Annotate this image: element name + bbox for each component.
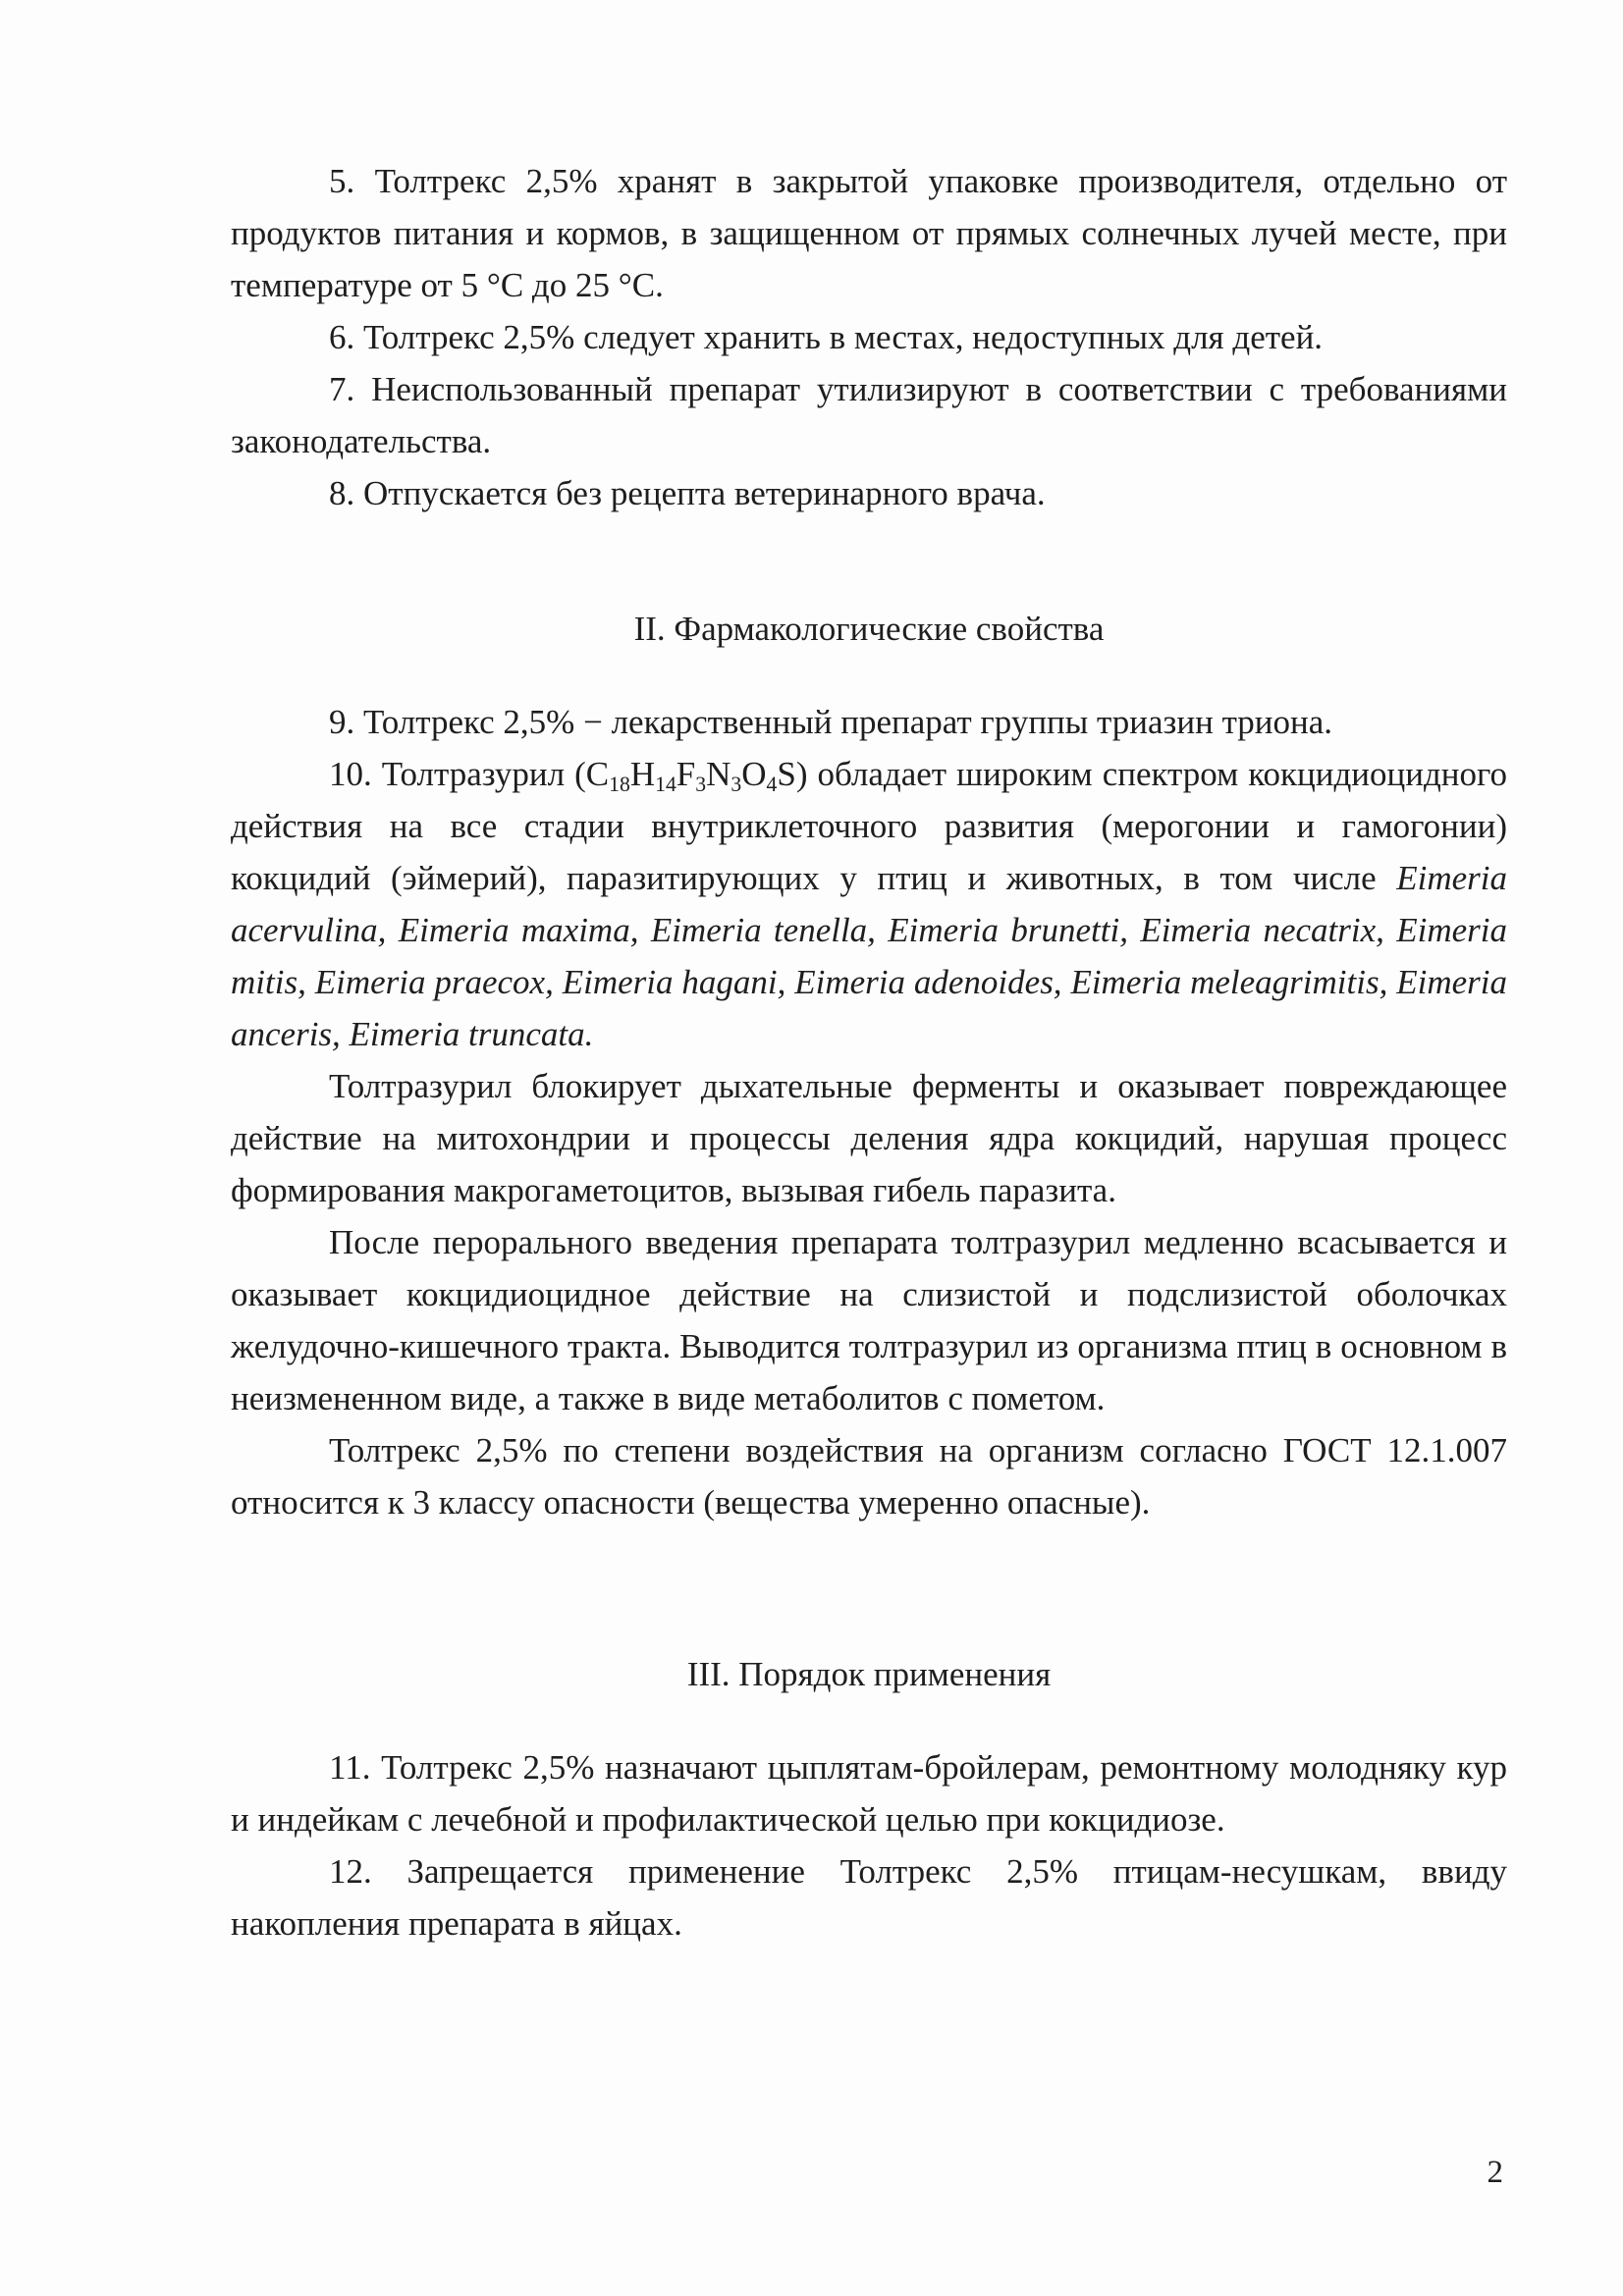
paragraph-toltrazuril-mechanism: Толтразурил блокирует дыхательные ферменты и оказывает повреждающее действие на митохондрии и процессы деления ядра кокцидий, нарушая процесс формирования макрогаметоцитов, вызывая гибель паразита. [231, 1067, 1507, 1209]
paragraph-9: 9. Толтрекс 2,5% − лекарственный препарат группы триазин триона. [329, 703, 1333, 741]
document-body [231, 155, 1507, 1949]
section-heading-3: III. Порядок применения [686, 1655, 1052, 1693]
paragraph-6: 6. Толтрекс 2,5% следует хранить в местах, недоступных для детей. [329, 318, 1324, 356]
paragraph-11: 11. Толтрекс 2,5% назначают цыплятам-бройлерам, ремонтному молодняку кур и индейкам с лечебной и профилактической целью при кокцидиозе. [231, 1748, 1507, 1839]
paragraph-10-start: 10. Толтразурил ( [329, 755, 586, 793]
paragraph-10-text: ) обладает широким спектром кокцидиоцидного действия на все стадии внутриклеточного развития (мерогонии и гамогонии) кокцидий (эймерий), паразитирующих у птиц и животных, в том числе [231, 755, 1508, 897]
page-number: 2 [1487, 2155, 1503, 2190]
paragraph-12: 12. Запрещается применение Толтрекс 2,5% птицам-несушкам, ввиду накопления препарата в яйцах. [231, 1852, 1507, 1943]
section-heading-2: II. Фармакологические свойства [633, 610, 1105, 648]
chemical-formula: $C_{18}H_{14}F_3N_3O_4S$ [585, 755, 796, 797]
paragraph-7: 7. Неиспользованный препарат утилизируют в соответствии с требованиями законодательства. [231, 370, 1507, 460]
eimeria-species-list: Eimeria acervulina, Eimeria maxima, Eimeria tenella, Eimeria brunetti, Eimeria necatrix, Eimeria mitis, Eimeria praecox, Eimeria hagani, Eimeria adenoides, Eimeria meleagrimitis, Eimeria anceris, Eimeria truncata. [231, 859, 1507, 1053]
paragraph-5: 5. Толтрекс 2,5% хранят в закрытой упаковке производителя, отдельно от продуктов питания и кормов, в защищенном от прямых солнечных лучей месте, при температуре от 5 °C до 25 °C. [231, 162, 1507, 304]
paragraph-8: 8. Отпускается без рецепта ветеринарного врача. [329, 474, 1046, 512]
paragraph-10 [231, 748, 1507, 1060]
paragraph-hazard-class: Толтрекс 2,5% по степени воздействия на организм согласно ГОСТ 12.1.007 относится к 3 классу опасности (вещества умеренно опасные). [231, 1431, 1507, 1522]
paragraph-toltrazuril-absorption: После перорального введения препарата толтразурил медленно всасывается и оказывает кокцидиоцидное действие на слизистой и подслизистой оболочках желудочно-кишечного тракта. Выводится толтразурил из организма птиц в основном в неизмененном виде, а также в виде метаболитов с пометом. [231, 1223, 1507, 1417]
